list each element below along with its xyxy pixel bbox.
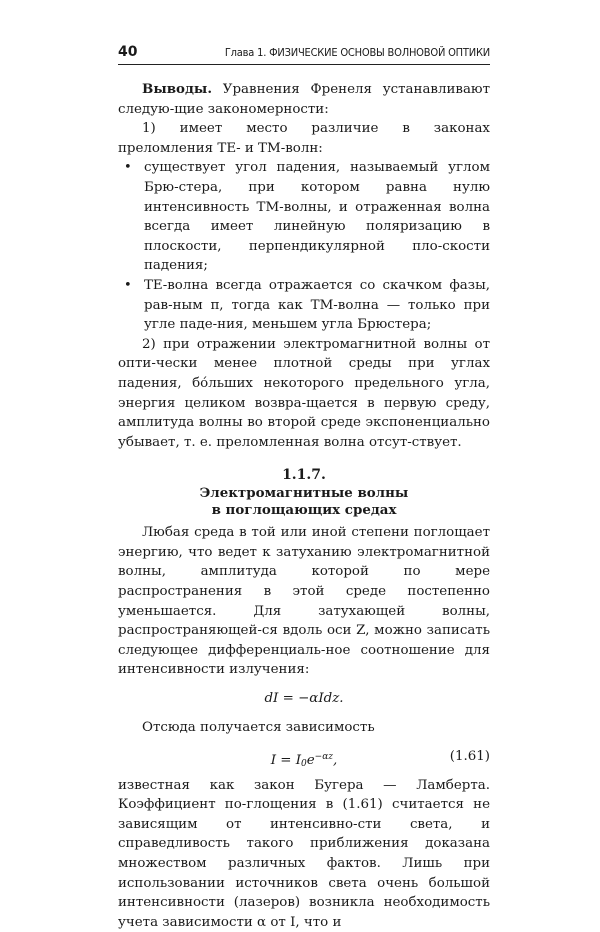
body-text [118,80,490,932]
paragraph-bouguer-lambert: известная как закон Бугера — Ламберта. Коэффициент по-глощения в (1.61) считается не зависящим от интенсивно-сти света, и справедливость такого приближения доказана множеством различных фактов. Лишь при использовании источников света очень большой интенсивности (лазеров) возникла необходимость учета зависимости α от I, что и [118,777,490,930]
conclusion-item-2: 2) при отражении электромагнитной волны от опти-чески менее плотной среды при углах падения, бо́льших некоторого предельного угла, энергия целиком возвра-щается в первую среду, амплитуда волны во второй среде экспоненциально убывает, т. е. преломленная волна отсут-ствует. [118,336,490,450]
page-header [118,44,490,65]
formula-lhs: I = I [270,752,301,768]
formula-subscript: 0 [301,758,307,769]
formula-text: dI = −αIdz. [264,691,344,707]
conclusion-bullets [118,158,490,334]
bullet-item [118,276,490,335]
conclusions-label: Выводы. [142,81,212,97]
bullet-item [118,158,490,276]
formula-tail: , [333,752,338,768]
bullet-text: ТЕ-волна всегда отражается со скачком фазы, рав-ным π, тогда как ТМ-волна — только при угле паде-ния, меньшем угла Брюстера; [144,277,490,333]
formula-exponent: −αz [314,751,334,762]
formula-base: e [306,752,315,768]
conclusions-lead-text: Уравнения Френеля устанавливают следую-щие закономерности: [118,82,490,117]
section-title-line-2: в поглощающих средах [211,502,397,519]
page-number: 40 [118,44,138,60]
paragraph-absorption: Любая среда в той или иной степени поглощает энергию, что ведет к затуханию электромагнитной волны, амплитуда которой по мере распространения в этой среде постепенно уменьшается. Для затухающей волны, распространяющей-ся вдоль оси Z, можно записать следующее дифференциаль-ное соотношение для интенсивности излучения: [118,525,490,678]
paragraph-dependence: Отсюда получается зависимость [142,720,375,736]
section-heading [118,466,490,519]
bullet-icon: • [124,160,132,176]
formula-differential [118,688,490,710]
formula-bouguer-lambert [118,746,490,768]
equation-number: (1.61) [449,748,490,764]
conclusions-lead [118,80,490,119]
conclusion-item-1: 1) имеет место различие в законах преломления ТЕ- и ТМ-волн: [118,121,490,156]
running-head: Глава 1. ФИЗИЧЕСКИЕ ОСНОВЫ ВОЛНОВОЙ ОПТИКИ [224,46,490,59]
bullet-text: существует угол падения, называемый углом Брю-стера, при котором равна нулю интенсивность ТМ-волны, и отраженная волна всегда имеет линейную поляризацию в плоскости, перпендикулярной пло-скости падения; [144,160,490,274]
section-number: 1.1.7. [282,467,326,484]
section-title-line-1: Электромагнитные волны [199,485,409,502]
bullet-icon: • [124,277,132,293]
